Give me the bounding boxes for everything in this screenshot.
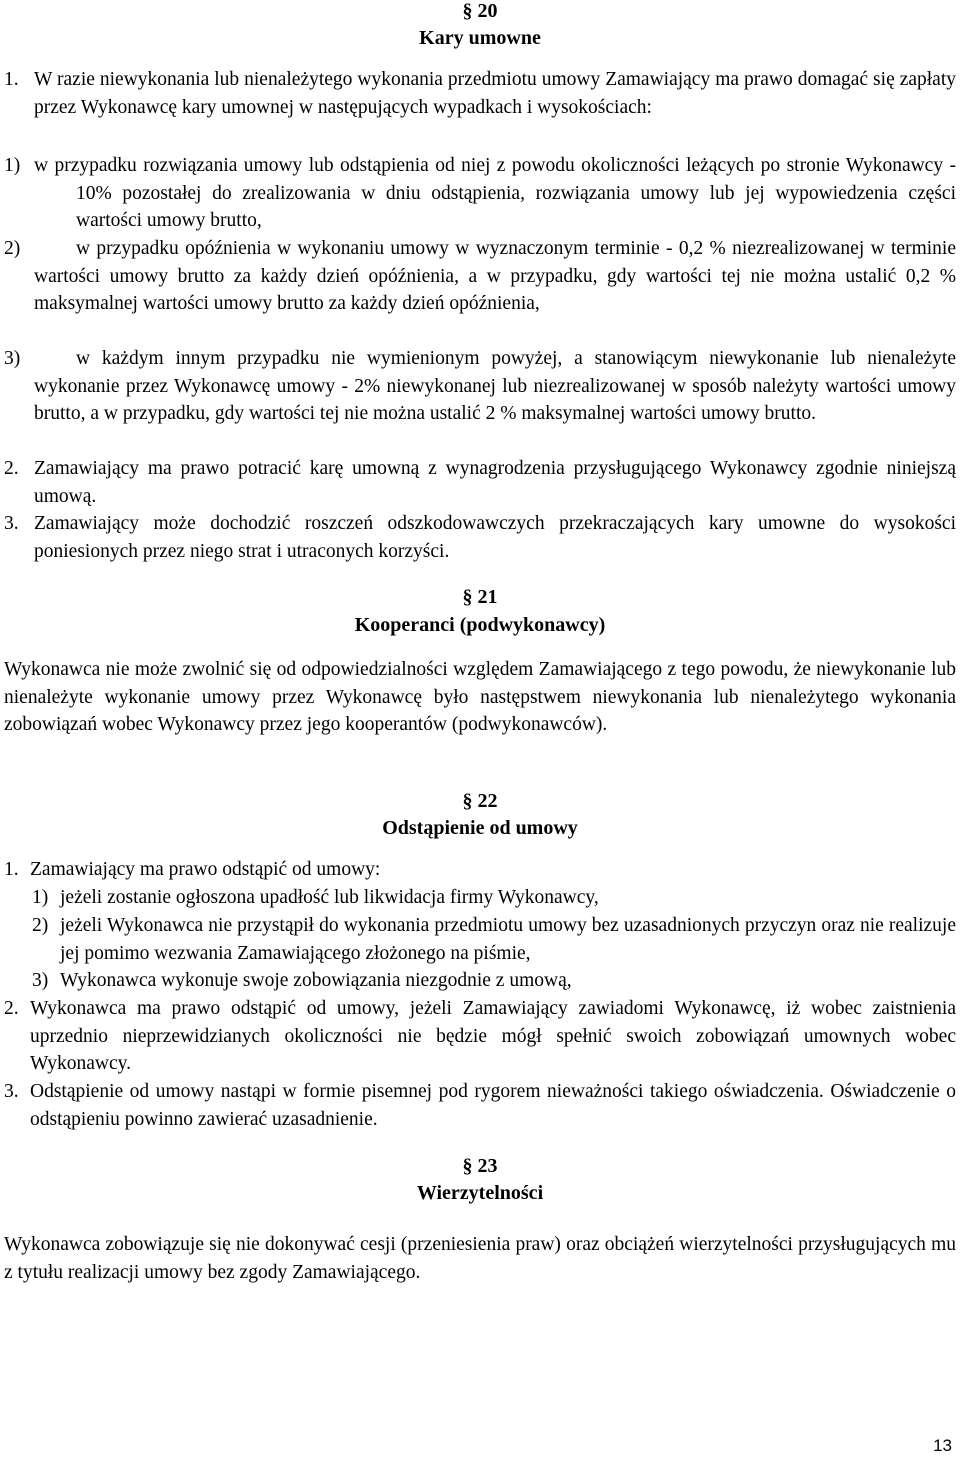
paragraph-text: Zamawiający może dochodzić roszczeń odszkodowawczych przekraczających kary umowne do wysokości poniesionych przez niego strat i utraconych korzyści. bbox=[34, 513, 956, 562]
section-20-paragraph-1 bbox=[4, 66, 956, 121]
paragraph-number: 1. bbox=[4, 859, 19, 880]
section-20-item-3 bbox=[4, 345, 956, 428]
item-number: 3) bbox=[4, 348, 21, 369]
item-number: 2) bbox=[32, 915, 49, 936]
section-22-paragraph-3 bbox=[4, 1078, 956, 1133]
section-20-number: § 20 bbox=[462, 0, 498, 22]
paragraph-number: 1. bbox=[4, 69, 19, 90]
section-20-item-1 bbox=[4, 152, 956, 235]
page-number: 13 bbox=[933, 1435, 952, 1455]
section-22-item-1 bbox=[32, 884, 956, 912]
paragraph-text: W razie niewykonania lub nienależytego wykonania przedmiotu umowy Zamawiający ma prawo domagać się zapłaty przez Wykonawcę kary umownej w następujących wypadkach i wysokościach: bbox=[34, 69, 956, 118]
item-text: w przypadku rozwiązania umowy lub odstąpienia od niej z powodu okoliczności leżących po stronie Wykonawcy - 10% pozostałej do zrealizowania w dniu odstąpienia, rozwiązania umowy lub jej wypowiedzenia części wartości umowy brutto, bbox=[34, 155, 956, 231]
item-number: 1) bbox=[4, 155, 21, 176]
section-23-title: Wierzytelności bbox=[416, 1182, 544, 1204]
section-22-number: § 22 bbox=[462, 790, 498, 812]
paragraph-text: Zamawiający ma prawo odstąpić od umowy: bbox=[30, 859, 381, 880]
section-22-paragraph-2 bbox=[4, 995, 956, 1078]
item-text: Wykonawca wykonuje swoje zobowiązania niezgodnie z umową, bbox=[60, 970, 572, 991]
section-23-number: § 23 bbox=[462, 1155, 498, 1177]
paragraph-number: 2. bbox=[4, 458, 19, 479]
section-22-item-2 bbox=[32, 912, 956, 967]
item-text: w przypadku opóźnienia w wykonaniu umowy w wyznaczonym terminie - 0,2 % niezrealizowanej w terminie wartości umowy brutto za każdy dzień opóźnienia, a w przypadku, gdy wartości tej nie można ustalić 0,2 % maksymalnej wartości umowy brutto za każdy dzień opóźnienia, bbox=[34, 238, 956, 314]
item-text: jeżeli Wykonawca nie przystąpił do wykonania przedmiotu umowy bez uzasadnionych przyczyn oraz nie realizuje jej pomimo wezwania Zamawiającego złożonego na piśmie, bbox=[60, 915, 956, 964]
section-20-paragraph-2 bbox=[4, 455, 956, 510]
section-22-paragraph-1 bbox=[4, 856, 956, 884]
section-21-text: Wykonawca nie może zwolnić się od odpowiedzialności względem Zamawiającego z tego powodu, że niewykonanie lub nienależyte wykonanie umowy przez Wykonawcę było następstwem niewykonania lub nienależytego wykonania zobowiązań wobec Wykonawcy przez jego kooperantów (podwykonawców). bbox=[4, 659, 956, 735]
item-text: jeżeli zostanie ogłoszona upadłość lub likwidacja firmy Wykonawcy, bbox=[60, 887, 599, 908]
item-number: 1) bbox=[32, 887, 49, 908]
paragraph-text: Odstąpienie od umowy nastąpi w formie pisemnej pod rygorem nieważności takiego oświadczenia. Oświadczenie o odstąpieniu powinno zawierać uzasadnienie. bbox=[30, 1081, 956, 1130]
section-22-item-3 bbox=[32, 967, 956, 995]
item-text: w każdym innym przypadku nie wymienionym powyżej, a stanowiącym niewykonanie lub nienależyte wykonanie przez Wykonawcę umowy - 2% niewykonanej lub niezrealizowanej w sposób należyty wartości umowy brutto, a w przypadku, gdy wartości tej nie można ustalić 2 % maksymalnej wartości umowy brutto. bbox=[34, 348, 956, 424]
section-21-title: Kooperanci (podwykonawcy) bbox=[354, 614, 606, 636]
item-number: 3) bbox=[32, 970, 49, 991]
paragraph-number: 2. bbox=[4, 998, 19, 1019]
section-22-title: Odstąpienie od umowy bbox=[382, 817, 578, 839]
section-21-number: § 21 bbox=[462, 586, 498, 608]
section-20-item-2 bbox=[4, 235, 956, 318]
paragraph-number: 3. bbox=[4, 513, 19, 534]
section-20-paragraph-3 bbox=[4, 510, 956, 565]
item-number: 2) bbox=[4, 238, 21, 259]
paragraph-text: Zamawiający ma prawo potracić karę umowną z wynagrodzenia przysługującego Wykonawcy zgodnie niniejszą umową. bbox=[34, 458, 956, 507]
paragraph-text: Wykonawca ma prawo odstąpić od umowy, jeżeli Zamawiający zawiadomi Wykonawcę, iż wobec zaistnienia uprzednio nieprzewidzianych okoliczności nie będzie mógł spełnić swoich zobowiązań umownych wobec Wykonawcy. bbox=[30, 998, 956, 1074]
paragraph-number: 3. bbox=[4, 1081, 19, 1102]
section-23-text: Wykonawca zobowiązuje się nie dokonywać cesji (przeniesienia praw) oraz obciążeń wierzytelności przysługujących mu z tytułu realizacji umowy bez zgody Zamawiającego. bbox=[4, 1234, 956, 1283]
section-20-title: Kary umowne bbox=[419, 27, 541, 49]
